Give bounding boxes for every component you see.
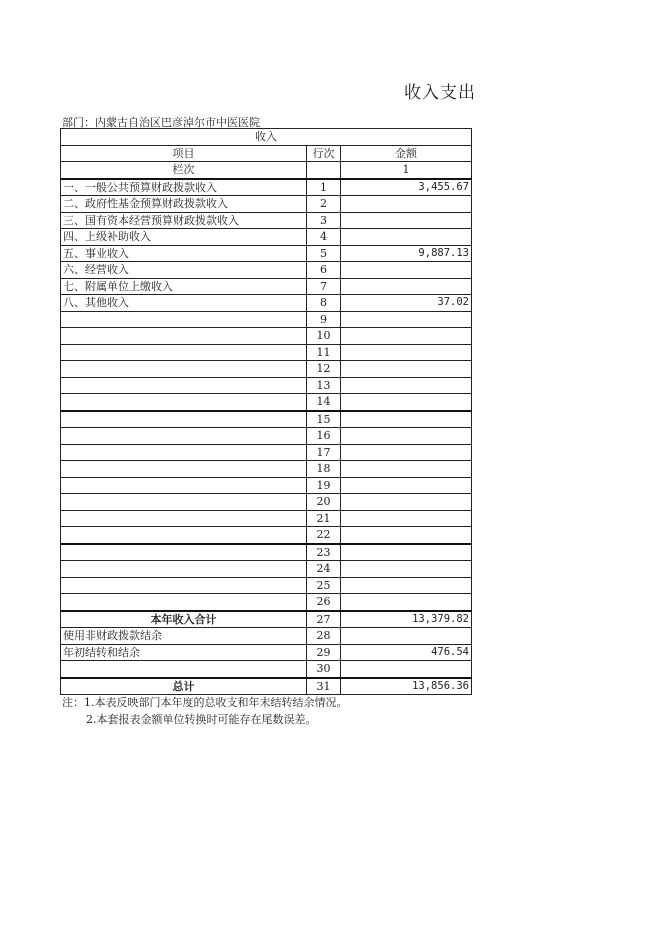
row-amount [341,229,472,246]
table-row [61,361,472,378]
row-line-number: 20 [307,494,341,511]
table-row [61,262,472,279]
table-row [61,544,472,561]
row-line-number: 31 [307,678,341,695]
row-item [61,428,307,445]
row-line-number: 16 [307,428,341,445]
department-label: 部门：内蒙古自治区巴彦淖尔市中医医院 [62,116,260,129]
row-item [61,477,307,494]
row-item: 使用非财政拨款结余 [61,628,307,645]
table-row [61,444,472,461]
table-row [61,577,472,594]
row-item [61,444,307,461]
table-row [61,328,472,345]
row-line-number: 26 [307,594,341,611]
col-line-header: 行次 [307,145,341,162]
row-line-number: 29 [307,644,341,661]
row-item: 五、事业收入 [61,245,307,262]
row-item [61,377,307,394]
row-item: 四、上级补助收入 [61,229,307,246]
row-line-number: 1 [307,179,341,196]
row-amount [341,661,472,678]
row-item: 一、一般公共预算财政拨款收入 [61,179,307,196]
row-item [61,328,307,345]
row-line-number: 4 [307,229,341,246]
table-row [61,561,472,578]
row-line-number: 12 [307,361,341,378]
header-section-row [61,129,472,146]
row-line-number: 11 [307,344,341,361]
row-line-number: 13 [307,377,341,394]
table-row [61,428,472,445]
table-row [61,611,472,628]
table-row [61,245,472,262]
row-line-number: 22 [307,527,341,544]
section-header: 收入 [61,129,472,146]
row-line-number: 28 [307,628,341,645]
row-amount [341,594,472,611]
table-row [61,527,472,544]
table-row [61,411,472,428]
table-row [61,628,472,645]
row-line-number: 18 [307,461,341,478]
row-amount: 9,887.13 [341,245,472,262]
row-item [61,527,307,544]
col-item-header: 项目 [61,145,307,162]
row-item: 总计 [61,678,307,695]
row-line-number: 14 [307,394,341,411]
note-2: 2.本套报表金额单位转换时可能存在尾数误差。 [86,713,317,726]
row-item: 三、国有资本经营预算财政拨款收入 [61,212,307,229]
row-amount [341,212,472,229]
row-amount [341,328,472,345]
row-line-number: 7 [307,278,341,295]
row-line-number: 24 [307,561,341,578]
table-row [61,494,472,511]
row-line-number: 25 [307,577,341,594]
row-item [61,344,307,361]
row-amount [341,544,472,561]
income-table [60,128,472,695]
row-item [61,661,307,678]
row-item [61,311,307,328]
table-row [61,678,472,695]
row-item [61,510,307,527]
table-row [61,278,472,295]
table-row [61,196,472,213]
header-index-row [61,162,472,179]
row-item [61,577,307,594]
row-line-number: 21 [307,510,341,527]
table-row [61,510,472,527]
row-amount [341,344,472,361]
table-row [61,594,472,611]
row-amount [341,444,472,461]
row-amount: 37.02 [341,295,472,312]
table-row [61,295,472,312]
table-row [61,661,472,678]
row-item [61,544,307,561]
row-item: 本年收入合计 [61,611,307,628]
report-title: 收入支出 [404,83,476,103]
row-line-number: 6 [307,262,341,279]
row-line-number: 2 [307,196,341,213]
header-columns-row [61,145,472,162]
row-amount [341,461,472,478]
table-row [61,644,472,661]
row-amount [341,361,472,378]
col-index-value: 1 [341,162,472,179]
row-line-number: 17 [307,444,341,461]
col-index-label: 栏次 [61,162,307,179]
row-item: 八、其他收入 [61,295,307,312]
row-item [61,594,307,611]
row-amount [341,411,472,428]
row-amount: 3,455.67 [341,179,472,196]
row-item: 年初结转和结余 [61,644,307,661]
row-item [61,411,307,428]
row-item [61,494,307,511]
row-amount [341,561,472,578]
row-amount [341,628,472,645]
row-amount: 13,379.82 [341,611,472,628]
row-amount: 13,856.36 [341,678,472,695]
row-amount: 476.54 [341,644,472,661]
row-amount [341,477,472,494]
col-index-blank [307,162,341,179]
table-row [61,377,472,394]
row-amount [341,394,472,411]
row-line-number: 19 [307,477,341,494]
row-amount [341,494,472,511]
row-amount [341,262,472,279]
row-item [61,461,307,478]
row-amount [341,196,472,213]
row-amount [341,311,472,328]
table-row [61,229,472,246]
table-row [61,477,472,494]
row-line-number: 15 [307,411,341,428]
table-row [61,179,472,196]
row-item: 二、政府性基金预算财政拨款收入 [61,196,307,213]
table-row [61,311,472,328]
row-amount [341,377,472,394]
row-item [61,361,307,378]
row-amount [341,428,472,445]
note-1: 注：1.本表反映部门本年度的总收支和年末结转结余情况。 [62,696,348,709]
row-amount [341,278,472,295]
table-row [61,461,472,478]
row-line-number: 9 [307,311,341,328]
row-item [61,561,307,578]
row-line-number: 30 [307,661,341,678]
row-line-number: 8 [307,295,341,312]
row-line-number: 23 [307,544,341,561]
row-amount [341,527,472,544]
row-item [61,394,307,411]
notes [62,694,348,728]
row-amount [341,577,472,594]
row-line-number: 27 [307,611,341,628]
row-item: 六、经营收入 [61,262,307,279]
table-row [61,212,472,229]
row-amount [341,510,472,527]
row-line-number: 3 [307,212,341,229]
table-row [61,394,472,411]
table-row [61,344,472,361]
row-item: 七、附属单位上缴收入 [61,278,307,295]
col-amount-header: 金额 [341,145,472,162]
row-line-number: 10 [307,328,341,345]
row-line-number: 5 [307,245,341,262]
